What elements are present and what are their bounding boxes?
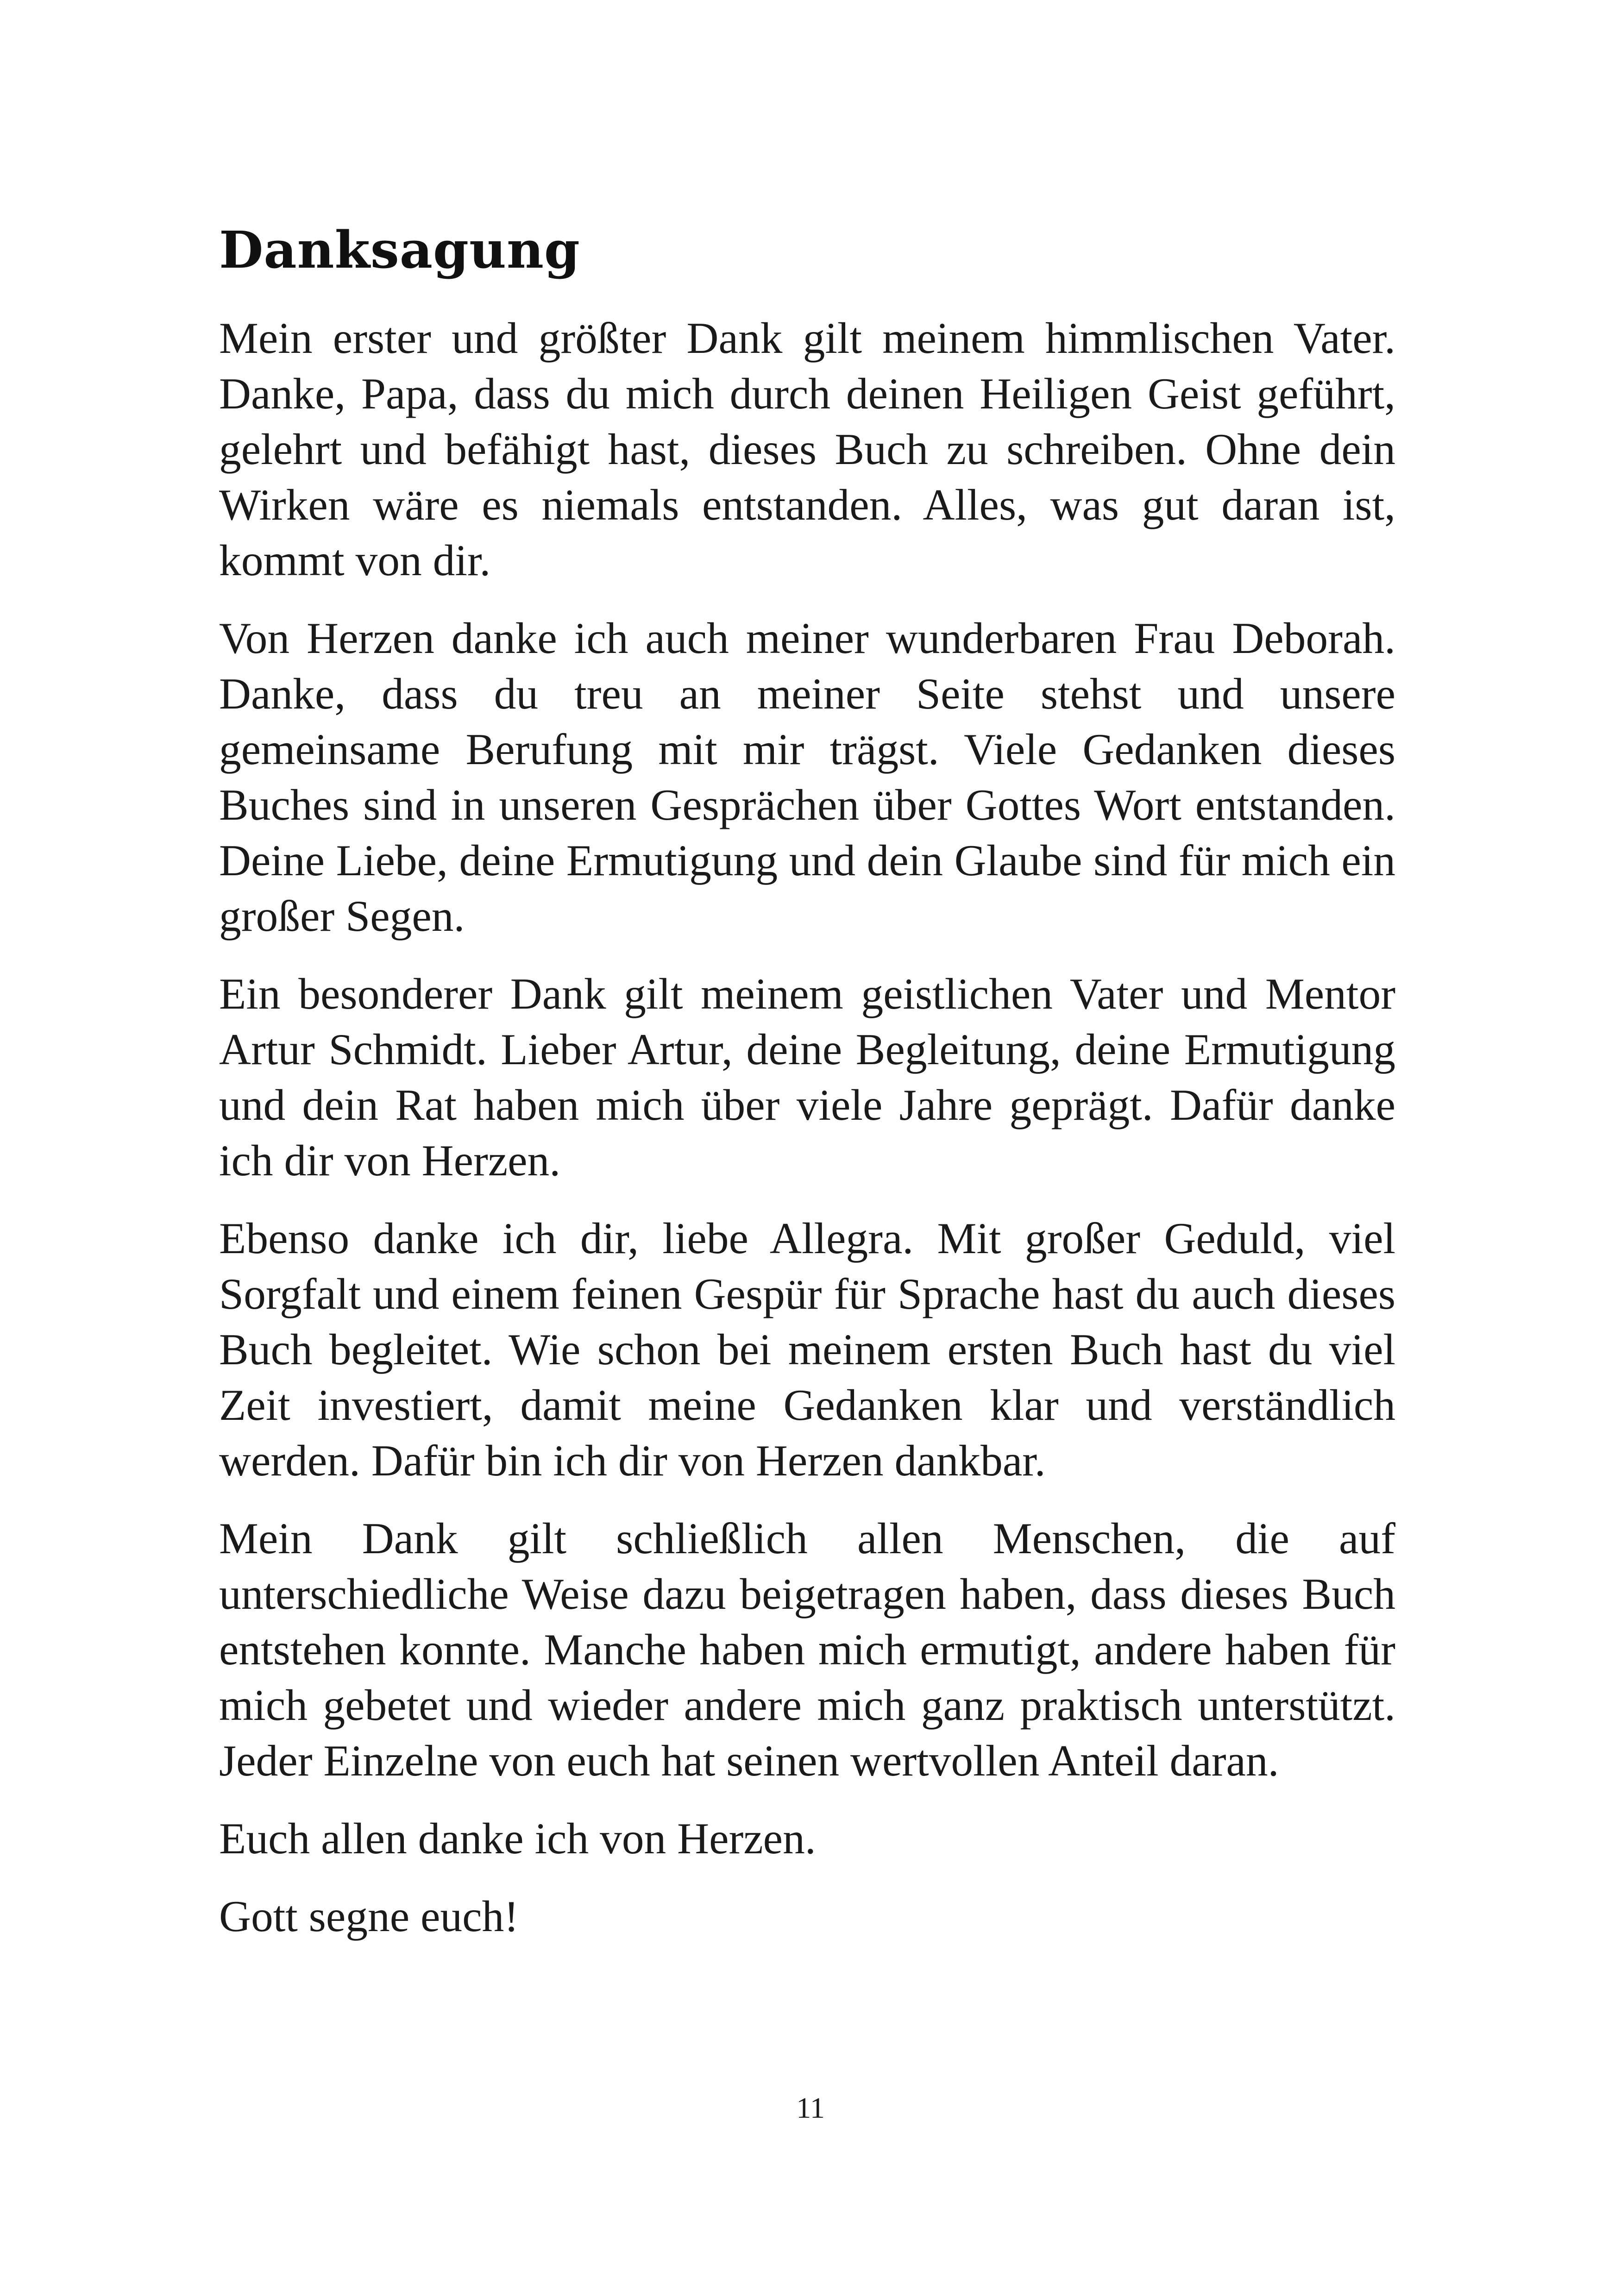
paragraph-6: Euch allen danke ich von Herzen. [219,1814,816,1863]
paragraph-7: Gott segne euch! [219,1892,519,1941]
paragraph-4: Ebenso danke ich dir, liebe Allegra. Mit großer Geduld, viel Sorgfalt und einem feinen Gespür für Sprache hast du auch dieses Buch begleitet. Wie schon bei meinem ersten Buch hast du viel Zeit investiert, damit meine Gedanken klar und verständlich werden. Dafür bin ich dir von Herzen dankbar. [219,1214,1395,1485]
paragraph-3: Ein besonderer Dank gilt meinem geistlichen Vater und Mentor Artur Schmidt. Lieber Artur, deine Begleitung, deine Ermutigung und dein Rat haben mich über viele Jahre geprägt. Dafür danke ich dir von Herzen. [219,969,1395,1185]
page-number: 11 [796,2091,825,2124]
paragraph-1: Mein erster und größter Dank gilt meinem himmlischen Vater. Danke, Papa, dass du mich durch deinen Heiligen Geist geführt, gelehrt und befähigt hast, dieses Buch zu schreiben. Ohne dein Wirken wäre es niemals entstanden. Alles, was gut daran ist, kommt von dir. [219,314,1395,585]
paragraph-5: Mein Dank gilt schließlich allen Menschen, die auf unterschiedliche Weise dazu beigetragen haben, dass dieses Buch entstehen konnte. Manche haben mich ermutigt, andere haben für mich gebetet und wieder andere mich ganz praktisch unterstützt. Jeder Einzelne von euch hat seinen wertvollen Anteil daran. [219,1514,1395,1785]
page-title: Danksagung [219,220,580,280]
page-content [219,218,1395,1966]
paragraph-2: Von Herzen danke ich auch meiner wunderbaren Frau Deborah. Danke, dass du treu an meiner Seite stehst und unsere gemeinsame Berufung mit mir trägst. Viele Gedanken dieses Buches sind in unseren Gesprächen über Gottes Wort entstanden. Deine Liebe, deine Ermutigung und dein Glaube sind für mich ein großer Segen. [219,614,1395,941]
